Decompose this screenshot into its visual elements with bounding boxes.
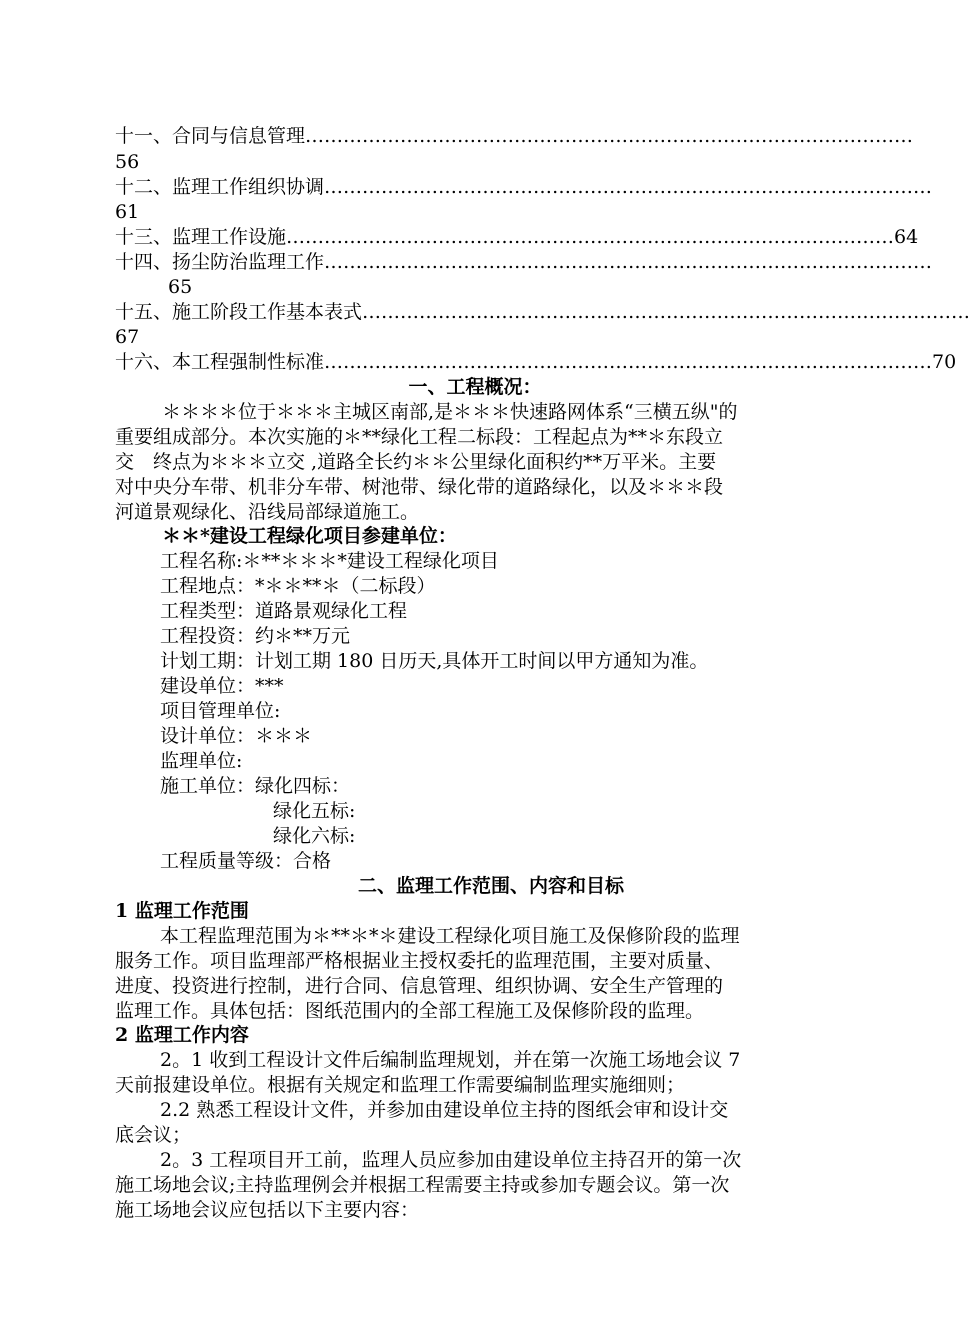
paragraph-line: 2。3 工程项目开工前，监理人员应参加由建设单位主持召开的第一次: [160, 1149, 742, 1171]
paragraph-line: 监理工作。具体包括：图纸范围内的全部工程施工及保修阶段的监理。: [115, 1000, 705, 1022]
toc-page: 67: [115, 326, 140, 348]
paragraph-line: 2.2 熟悉工程设计文件，并参加由建设单位主持的图纸会审和设计交: [160, 1099, 729, 1121]
paragraph-line: 施工场地会议;主持监理例会并根据工程需要主持或参加专题会议。第一次: [115, 1174, 730, 1196]
paragraph-line: 服务工作。项目监理部严格根据业主授权委托的监理范围，主要对质量、: [115, 950, 724, 972]
info-line: 工程地点：*＊＊**＊（二标段）: [160, 575, 436, 597]
toc-leader: ……………………………………………………………………………………: [324, 251, 933, 273]
toc-page: 61: [115, 201, 140, 223]
toc-leader: ……………………………………………………………………………………: [286, 226, 895, 248]
subsection-heading: 1 监理工作范围: [115, 900, 249, 922]
toc-entry[interactable]: [115, 300, 970, 324]
info-line: 工程质量等级：合格: [160, 850, 332, 872]
info-line: 工程投资：约＊**万元: [160, 625, 351, 647]
toc-title: 十五、施工阶段工作基本表式: [115, 301, 363, 323]
info-line: 工程名称:＊**＊＊＊*建设工程绿化项目: [160, 550, 499, 572]
section-heading: 二、监理工作范围、内容和目标: [358, 875, 625, 897]
toc-entry[interactable]: [115, 225, 919, 249]
paragraph-line: ＊＊＊＊位于＊＊＊主城区南部,是＊＊＊快速路网体系“三横五纵"的: [162, 401, 738, 423]
paragraph-line: 底会议；: [115, 1124, 192, 1146]
paragraph-line: 交 终点为＊＊＊立交 ,道路全长约＊＊公里绿化面积约**万平米。主要: [115, 451, 717, 473]
toc-entry[interactable]: [115, 175, 933, 199]
info-line: 设计单位：＊＊＊: [160, 725, 313, 747]
info-line: 项目管理单位:: [160, 700, 281, 722]
paragraph-line: 重要组成部分。本次实施的＊**绿化工程二标段：工程起点为**＊东段立: [115, 426, 724, 448]
paragraph-line: 本工程监理范围为＊**＊*＊建设工程绿化项目施工及保修阶段的监理: [160, 925, 740, 947]
toc-entry[interactable]: [115, 124, 914, 148]
paragraph-line: 2。1 收到工程设计文件后编制监理规划，并在第一次施工场地会议 7: [160, 1049, 741, 1071]
paragraph-line: 河道景观绿化、沿线局部绿道施工。: [115, 501, 420, 523]
paragraph-line: 对中央分车带、机非分车带、树池带、绿化带的道路绿化，以及＊＊＊段: [115, 476, 724, 498]
info-line: 施工单位：绿化四标：: [160, 775, 351, 797]
section-heading: 一、工程概况：: [408, 376, 542, 398]
subsection-heading: ＊＊*建设工程绿化项目参建单位：: [162, 525, 457, 547]
toc-leader: ……………………………………………………………………………………: [324, 351, 933, 373]
toc-page: 70: [932, 351, 957, 373]
info-line: 建设单位：***: [160, 675, 284, 697]
toc-title: 十二、监理工作组织协调: [115, 176, 325, 198]
toc-title: 十四、扬尘防治监理工作: [115, 251, 325, 273]
info-line: 绿化六标:: [273, 825, 356, 847]
info-line: 监理单位:: [160, 750, 243, 772]
toc-leader: ……………………………………………………………………………………: [324, 176, 933, 198]
toc-entry[interactable]: [115, 350, 957, 374]
paragraph-line: 施工场地会议应包括以下主要内容：: [115, 1199, 420, 1221]
info-line: 绿化五标:: [273, 800, 356, 822]
paragraph-line: 天前报建设单位。根据有关规定和监理工作需要编制监理实施细则；: [115, 1074, 686, 1096]
toc-page: 64: [894, 226, 919, 248]
info-line: 工程类型：道路景观绿化工程: [160, 600, 408, 622]
toc-title: 十三、监理工作设施: [115, 226, 287, 248]
toc-page: 65: [168, 276, 193, 298]
toc-leader: ……………………………………………………………………………………: [305, 125, 914, 147]
info-line: 计划工期：计划工期 180 日历天,具体开工时间以甲方通知为准。: [160, 650, 709, 672]
subsection-heading: 2 监理工作内容: [115, 1024, 249, 1046]
toc-page: 56: [115, 151, 140, 173]
toc-title: 十六、本工程强制性标准: [115, 351, 325, 373]
toc-entry[interactable]: [115, 250, 933, 274]
toc-leader: ……………………………………………………………………………………: [362, 301, 970, 323]
paragraph-line: 进度、投资进行控制，进行合同、信息管理、组织协调、安全生产管理的: [115, 975, 724, 997]
toc-title: 十一、合同与信息管理: [115, 125, 306, 147]
